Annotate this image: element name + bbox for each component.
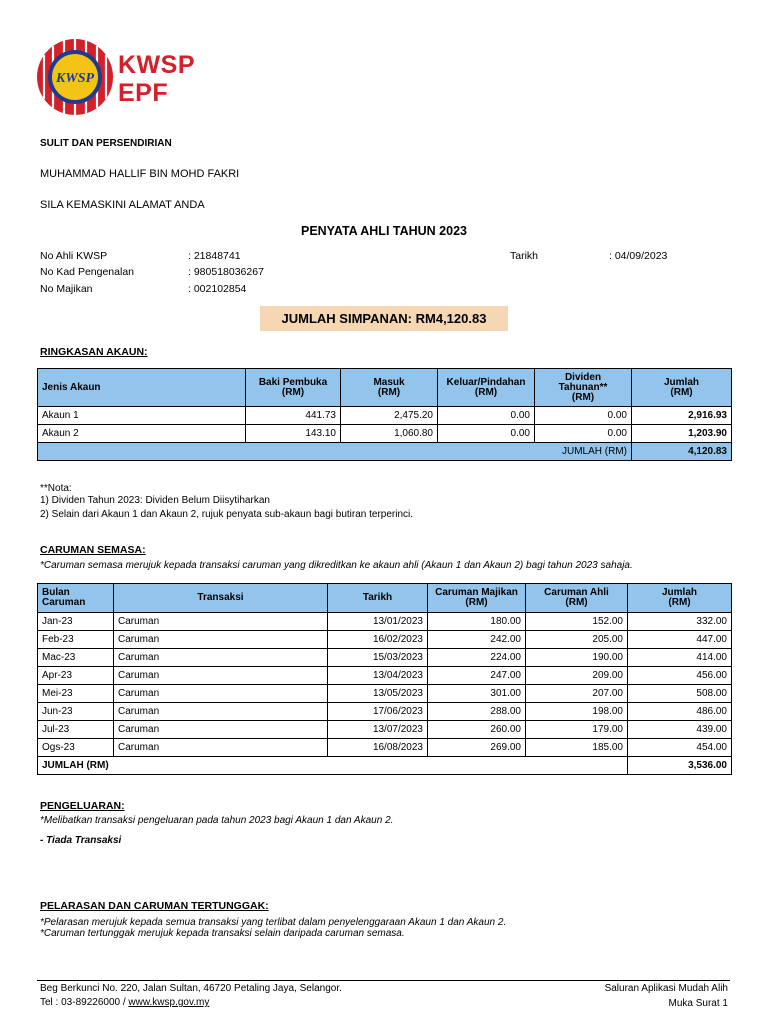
- tarikh-value: : 04/09/2023: [609, 250, 668, 262]
- cell-tarikh: 13/05/2023: [328, 685, 428, 703]
- footer-page-number: Muka Surat 1: [668, 998, 728, 1009]
- col-transaksi: Transaksi: [114, 584, 328, 613]
- cell-majikan: 224.00: [428, 649, 526, 667]
- cell-tarikh: 13/01/2023: [328, 613, 428, 631]
- cell-transaksi: Caruman: [114, 739, 328, 757]
- cell-majikan: 180.00: [428, 613, 526, 631]
- contributions-header-row: [38, 584, 732, 613]
- table-row: [38, 703, 732, 721]
- summary-total-row: [38, 443, 732, 461]
- no-ahli-value: : 21848741: [188, 250, 241, 262]
- cell-keluar: 0.00: [438, 407, 535, 425]
- footer-website-link[interactable]: www.kwsp.gov.my: [128, 997, 210, 1008]
- col-jenis-akaun: Jenis Akaun: [38, 369, 246, 407]
- cell-transaksi: Caruman: [114, 631, 328, 649]
- footer-divider: [37, 980, 730, 981]
- cell-majikan: 247.00: [428, 667, 526, 685]
- col-baki-pembuka: Baki Pembuka (RM): [246, 369, 341, 407]
- col-jumlah: Jumlah (RM): [628, 584, 732, 613]
- footer-address: Beg Berkunci No. 220, Jalan Sultan, 46720 Petaling Jaya, Selangor.: [40, 983, 342, 994]
- cell-majikan: 269.00: [428, 739, 526, 757]
- cell-jumlah: 447.00: [628, 631, 732, 649]
- withdrawals-title: PENGELUARAN:: [40, 800, 125, 812]
- table-row: [38, 407, 732, 425]
- cell-jumlah: 414.00: [628, 649, 732, 667]
- cell-bulan: Jan-23: [38, 613, 114, 631]
- confidential-label: SULIT DAN PERSENDIRIAN: [40, 138, 172, 149]
- col-jumlah: Jumlah (RM): [632, 369, 732, 407]
- cell-ahli: 152.00: [526, 613, 628, 631]
- reconciliation-line-2: *Caruman tertunggak merujuk kepada transaksi selain daripada caruman semasa.: [40, 928, 405, 939]
- statement-title: PENYATA AHLI TAHUN 2023: [300, 224, 467, 238]
- cell-jumlah: 1,203.90: [632, 425, 732, 443]
- summary-total-value: 4,120.83: [632, 443, 732, 461]
- cell-baki: 441.73: [246, 407, 341, 425]
- cell-masuk: 1,060.80: [341, 425, 438, 443]
- cell-bulan: Feb-23: [38, 631, 114, 649]
- cell-ahli: 179.00: [526, 721, 628, 739]
- cell-ahli: 198.00: [526, 703, 628, 721]
- cell-majikan: 260.00: [428, 721, 526, 739]
- no-majikan-label: No Majikan: [40, 283, 93, 295]
- cell-bulan: Apr-23: [38, 667, 114, 685]
- cell-bulan: Mac-23: [38, 649, 114, 667]
- cell-transaksi: Caruman: [114, 667, 328, 685]
- cell-majikan: 288.00: [428, 703, 526, 721]
- cell-bulan: Mei-23: [38, 685, 114, 703]
- cell-bulan: Jul-23: [38, 721, 114, 739]
- cell-masuk: 2,475.20: [341, 407, 438, 425]
- cell-dividen: 0.00: [535, 425, 632, 443]
- cell-transaksi: Caruman: [114, 685, 328, 703]
- table-row: [38, 739, 732, 757]
- total-savings-banner: JUMLAH SIMPANAN: RM4,120.83: [260, 306, 508, 331]
- col-caruman-ahli: Caruman Ahli (RM): [526, 584, 628, 613]
- table-row: [38, 613, 732, 631]
- table-row: [38, 721, 732, 739]
- address-note: SILA KEMASKINI ALAMAT ANDA: [40, 199, 205, 211]
- cell-tarikh: 17/06/2023: [328, 703, 428, 721]
- cell-dividen: 0.00: [535, 407, 632, 425]
- col-tarikh: Tarikh: [328, 584, 428, 613]
- tarikh-label: Tarikh: [510, 250, 539, 262]
- col-caruman-majikan: Caruman Majikan (RM): [428, 584, 526, 613]
- cell-jumlah: 2,916.93: [632, 407, 732, 425]
- footer-tel: Tel : 03-89226000 /: [40, 997, 129, 1008]
- withdrawals-none: - Tiada Transaksi: [40, 835, 122, 846]
- cell-ahli: 190.00: [526, 649, 628, 667]
- contributions-total-label: JUMLAH (RM): [38, 757, 628, 775]
- contributions-subtitle: *Caruman semasa merujuk kepada transaksi caruman yang dikreditkan ke akaun ahli (Akaun 1 dan Akaun 2) bagi tahun 2023 sahaja.: [40, 560, 633, 571]
- cell-transaksi: Caruman: [114, 703, 328, 721]
- cell-jumlah: 332.00: [628, 613, 732, 631]
- cell-bulan: Ogs-23: [38, 739, 114, 757]
- table-row: [38, 631, 732, 649]
- col-dividen: Dividen Tahunan** (RM): [535, 369, 632, 407]
- col-keluar: Keluar/Pindahan (RM): [438, 369, 535, 407]
- table-row: [38, 685, 732, 703]
- cell-tarikh: 16/02/2023: [328, 631, 428, 649]
- cell-tarikh: 13/04/2023: [328, 667, 428, 685]
- contributions-total-row: [38, 757, 732, 775]
- summary-table: [37, 368, 732, 461]
- cell-transaksi: Caruman: [114, 613, 328, 631]
- summary-total-label: JUMLAH (RM): [38, 443, 632, 461]
- brand-kwsp: KWSP: [118, 51, 195, 79]
- withdrawals-subtitle: *Melibatkan transaksi pengeluaran pada tahun 2023 bagi Akaun 1 dan Akaun 2.: [40, 815, 394, 826]
- contributions-table: [37, 583, 732, 775]
- cell-jenis: Akaun 2: [38, 425, 246, 443]
- cell-jumlah: 439.00: [628, 721, 732, 739]
- col-bulan: Bulan Caruman: [38, 584, 114, 613]
- cell-transaksi: Caruman: [114, 721, 328, 739]
- notes-title: **Nota:: [40, 483, 72, 494]
- cell-tarikh: 13/07/2023: [328, 721, 428, 739]
- reconciliation-title: PELARASAN DAN CARUMAN TERTUNGGAK:: [40, 900, 269, 912]
- no-kad-value: : 980518036267: [188, 266, 264, 278]
- col-masuk: Masuk (RM): [341, 369, 438, 407]
- note-item: 2) Selain dari Akaun 1 dan Akaun 2, rujuk penyata sub-akaun bagi butiran terperinci.: [40, 509, 414, 520]
- no-ahli-label: No Ahli KWSP: [40, 250, 108, 262]
- svg-text:KWSP: KWSP: [55, 71, 95, 86]
- table-row: [38, 667, 732, 685]
- cell-jumlah: 456.00: [628, 667, 732, 685]
- cell-jenis: Akaun 1: [38, 407, 246, 425]
- cell-keluar: 0.00: [438, 425, 535, 443]
- footer-channel: Saluran Aplikasi Mudah Alih: [604, 983, 728, 994]
- cell-jumlah: 486.00: [628, 703, 732, 721]
- cell-jumlah: 454.00: [628, 739, 732, 757]
- cell-bulan: Jun-23: [38, 703, 114, 721]
- cell-ahli: 209.00: [526, 667, 628, 685]
- cell-jumlah: 508.00: [628, 685, 732, 703]
- cell-ahli: 185.00: [526, 739, 628, 757]
- no-kad-label: No Kad Pengenalan: [40, 266, 134, 278]
- cell-majikan: 242.00: [428, 631, 526, 649]
- summary-header-row: [38, 369, 732, 407]
- cell-baki: 143.10: [246, 425, 341, 443]
- cell-tarikh: 15/03/2023: [328, 649, 428, 667]
- kwsp-logo-emblem: [36, 38, 114, 116]
- no-majikan-value: : 002102854: [188, 283, 247, 295]
- contributions-title: CARUMAN SEMASA:: [40, 544, 146, 556]
- table-row: [38, 649, 732, 667]
- cell-tarikh: 16/08/2023: [328, 739, 428, 757]
- member-name: MUHAMMAD HALLIF BIN MOHD FAKRI: [40, 168, 240, 180]
- cell-transaksi: Caruman: [114, 649, 328, 667]
- reconciliation-line-1: *Pelarasan merujuk kepada semua transaksi yang terlibat dalam penyelenggaraan Akaun 1 dan Akaun 2.: [40, 917, 507, 928]
- footer-contact: [40, 997, 209, 1008]
- brand-epf: EPF: [118, 79, 169, 107]
- note-item: 1) Dividen Tahun 2023: Dividen Belum Diisytiharkan: [40, 495, 270, 506]
- summary-title: RINGKASAN AKAUN:: [40, 346, 148, 358]
- cell-ahli: 205.00: [526, 631, 628, 649]
- contributions-total-value: 3,536.00: [628, 757, 732, 775]
- cell-ahli: 207.00: [526, 685, 628, 703]
- table-row: [38, 425, 732, 443]
- cell-majikan: 301.00: [428, 685, 526, 703]
